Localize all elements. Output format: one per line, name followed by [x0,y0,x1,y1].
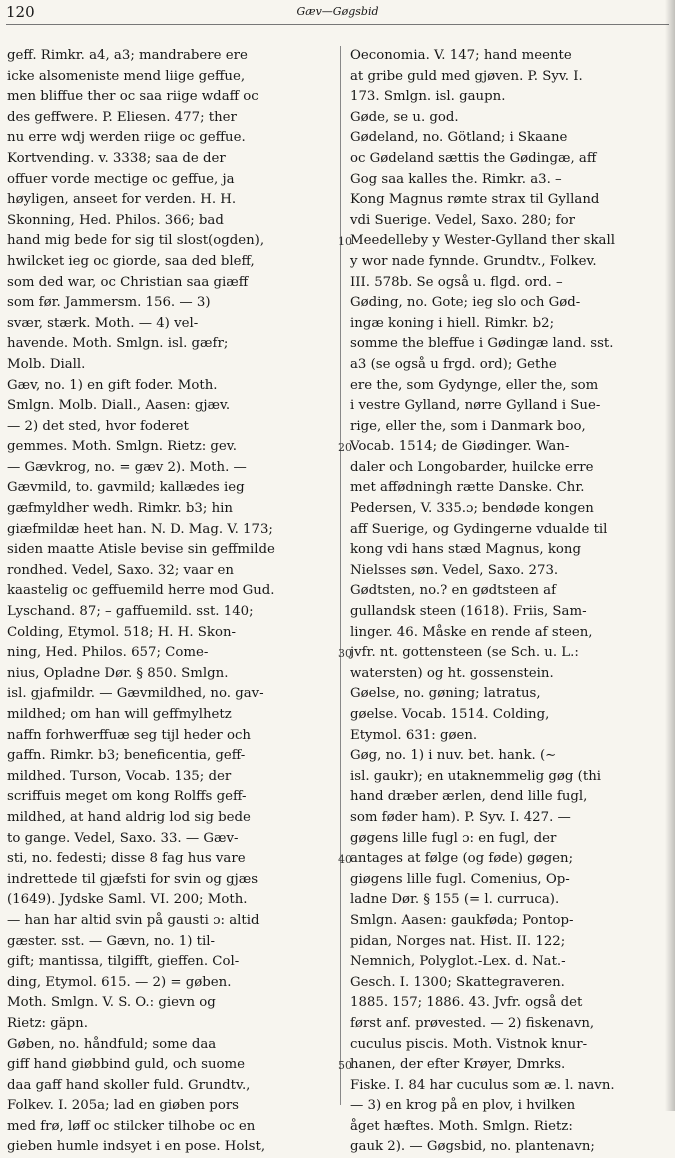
text-line: geff. Rimkr. a4, a3; mandrabere ere [7,48,248,63]
text-line: Kong Magnus rømte strax til Gylland [350,192,600,208]
column-divider [340,46,341,1105]
text-line: scriffuis meget om kong Rolffs geff- [7,789,247,805]
text-line: Gæv, no. 1) en gift foder. Moth. [7,377,218,393]
line-number: 30 [338,647,352,661]
text-line: hand mig bede for sig til slost(ogden), [7,233,265,249]
text-line: oc Gødeland sættis the Gødingæ, aff [350,150,597,166]
text-line: gauk 2). — Gøgsbid, no. plantenavn; [350,1139,595,1155]
line-number: 10 [338,235,352,249]
text-line: linger. 46. Måske en rende af steen, [350,624,593,640]
text-line: mildhed. Turson, Vocab. 135; der [7,768,232,784]
text-line: daler och Longobarder, huilcke erre [350,459,594,475]
text-line: isl. gaukr); en utaknemmelig gøg (thi [350,768,602,784]
text-line: y wor nade fynnde. Grundtv., Folkev. [350,253,597,269]
text-line: høyligen, anseet for verden. H. H. [7,192,237,208]
text-line: åget hæftes. Moth. Smlgn. Rietz: [350,1118,573,1134]
text-line: som føder ham). P. Syv. I. 427. — [350,809,571,825]
text-line: somme the bleffue i Gødingæ land. sst. [350,336,614,352]
text-line: Gødtsten, no.? en gødtsteen af [350,583,557,599]
text-line: Nielsses søn. Vedel, Saxo. 273. [350,562,559,578]
text-line: jvfr. nt. gottensteen (se Sch. u. L.: [350,645,579,661]
text-line: ladne Dør. § 155 (= l. curruca). [350,892,560,908]
text-line: ere the, som Gydynge, eller the, som [350,377,599,393]
text-line: watersten) og ht. gossenstein. [350,665,554,681]
text-line: som ded war, oc Christian saa giæff [7,274,249,290]
text-line: 173. Smlgn. isl. gaupn. [350,89,506,105]
text-line: Smlgn. Aasen: gaukføda; Pontop- [350,912,574,928]
running-header [6,2,669,25]
text-line: at gribe guld med gjøven. P. Syv. I. [350,68,583,84]
text-line: (1649). Jydske Saml. VI. 200; Moth. [7,892,248,908]
text-line: icke alsomeniste mend liige geffue, [7,68,246,84]
text-line: i vestre Gylland, nørre Gylland i Sue- [350,398,601,414]
text-line: gemmes. Moth. Smlgn. Rietz: gev. [7,439,237,455]
text-line: Colding, Etymol. 518; H. H. Skon- [7,624,237,640]
text-line: ning, Hed. Philos. 657; Come- [7,645,209,661]
text-line: antages at følge (og føde) gøgen; [350,851,574,867]
text-line: Gog saa kalles the. Rimkr. a3. – [350,171,562,187]
text-line: Gøding, no. Gote; ieg slo och Gød- [350,295,581,311]
text-line: giæfmildæ heet han. N. D. Mag. V. 173; [7,521,273,537]
text-line: Oeconomia. V. 147; hand meente [350,48,572,63]
text-line: daa gaff hand skoller fuld. Grundtv., [7,1077,251,1093]
text-line: III. 578b. Se også u. flgd. ord. – [350,274,563,290]
text-line: Gøelse, no. gøning; latratus, [350,686,541,702]
text-line: Vocab. 1514; de Giødinger. Wan- [350,439,570,455]
text-line: Pedersen, V. 335.ɔ; bendøde kongen [350,501,594,517]
text-line: svær, stærk. Moth. — 4) vel- [7,315,199,331]
text-line: rige, eller the, som i Danmark boo, [350,418,586,434]
text-line: vdi Suerige. Vedel, Saxo. 280; for [350,212,575,228]
text-line: met affødningh rætte Danske. Chr. [350,480,585,496]
text-line: Nemnich, Polyglot.-Lex. d. Nat.- [350,954,566,970]
text-line: rondhed. Vedel, Saxo. 32; vaar en [7,562,234,578]
text-line: pidan, Norges nat. Hist. II. 122; [350,933,566,949]
text-line: først anf. prøvested. — 2) fiskenavn, [350,1015,595,1031]
text-line: nius, Opladne Dør. § 850. Smlgn. [7,665,229,681]
text-line: Etymol. 631: gøen. [350,727,478,743]
text-line: — 3) en krog på en plov, i hvilken [350,1098,576,1114]
line-number: 20 [338,441,352,455]
text-line: Gesch. I. 1300; Skattegraveren. [350,974,565,990]
text-line: Folkev. I. 205a; lad en giøben pors [7,1098,240,1114]
right-column [350,46,664,1155]
text-line: a3 (se også u frgd. ord); Gethe [350,356,557,372]
text-line: Meedelleby y Wester-Gylland ther skall [350,233,615,249]
line-number: 50 [338,1059,352,1073]
text-line: kong vdi hans stæd Magnus, kong [350,542,581,558]
text-line: kaastelig oc geffuemild herre mod Gud. [7,583,275,599]
text-line: naffn forhwerffuæ seg tijl heder och [7,727,251,743]
text-line: hwilcket ieg oc giorde, saa ded bleff, [7,253,255,269]
text-line: gøelse. Vocab. 1514. Colding, [350,707,550,722]
text-line: siden maatte Atisle bevise sin geffmilde [7,542,275,558]
text-line: Moth. Smlgn. V. S. O.: gievn og [7,995,216,1011]
text-line: mildhed; om han will geffmylhetz [7,707,232,722]
text-line: Skonning, Hed. Philos. 366; bad [7,212,224,228]
text-line: Lyschand. 87; – gaffuemild. sst. 140; [7,604,254,620]
text-line: des geffwere. P. Eliesen. 477; ther [7,109,237,125]
text-line: gift; mantissa, tilgifft, gieffen. Col- [7,954,240,970]
text-line: gøgens lille fugl ɔ: en fugl, der [350,830,557,846]
text-line: Gævmild, to. gavmild; kallædes ieg [7,480,245,496]
line-number: 40 [338,853,352,867]
text-line: med frø, løff oc stilcker tilhobe oc en [7,1118,256,1134]
text-line: — han har altid svin på gausti ɔ: altid [7,912,260,928]
text-line: hanen, der efter Krøyer, Dmrks. [350,1057,566,1073]
text-line: gæfmyldher wedh. Rimkr. b3; hin [7,501,233,517]
text-line: giøgens lille fugl. Comenius, Op- [350,871,570,887]
text-line: Gøg, no. 1) i nuv. bet. hank. (∼ [350,748,557,764]
text-line: gieben humle indsyet i en pose. Holst, [7,1139,266,1155]
text-line: hand dræber ærlen, dend lille fugl, [350,789,588,805]
header-title: Gæv—Gøgsbid [296,5,379,18]
text-line: — 2) det sted, hvor foderet [7,418,189,434]
text-line: Smlgn. Molb. Diall., Aasen: gjæv. [7,398,231,414]
scan-shadow [665,0,675,1111]
text-line: to gange. Vedel, Saxo. 33. — Gæv- [7,830,239,846]
text-line: gullandsk steen (1618). Friis, Sam- [350,604,587,620]
text-line: nu erre wdj werden riige oc geffue. [7,130,246,146]
text-line: Fiske. I. 84 har cuculus som æ. l. navn. [350,1077,615,1093]
text-line: Gødeland, no. Götland; i Skaane [350,130,568,146]
text-line: men bliffue ther oc saa riige wdaff oc [7,89,259,105]
text-line: Rietz: gäpn. [7,1015,88,1031]
text-line: som før. Jammersm. 156. — 3) [7,295,211,311]
text-line: ding, Etymol. 615. — 2) = gøben. [7,974,232,990]
text-line: indrettede til gjæfsti for svin og gjæs [7,871,259,887]
left-column [7,46,331,1155]
text-line: isl. gjafmildr. — Gævmildhed, no. gav- [7,686,264,702]
text-line: Gøben, no. håndfuld; some daa [7,1036,217,1052]
text-line: gaffn. Rimkr. b3; beneficentia, geff- [7,748,246,764]
text-line: Molb. Diall. [7,356,86,372]
text-line: offuer vorde mectige oc geffue, ja [7,171,235,187]
text-line: — Gævkrog, no. = gæv 2). Moth. — [7,459,247,475]
text-line: 1885. 157; 1886. 43. Jvfr. også det [350,995,583,1011]
text-line: cuculus piscis. Moth. Vistnok knur- [350,1036,588,1052]
text-line: ingæ koning i hiell. Rimkr. b2; [350,315,555,331]
text-line: giff hand giøbbind guld, och suome [7,1057,245,1073]
text-line: havende. Moth. Smlgn. isl. gæfr; [7,336,229,352]
text-line: mildhed, at hand aldrig lod sig bede [7,809,251,825]
page-number: 120 [6,3,35,21]
text-line: sti, no. fedesti; disse 8 fag hus vare [7,851,246,867]
text-line: aff Suerige, og Gydingerne vdualde til [350,521,608,537]
text-line: Kortvending. v. 3338; saa de der [7,150,226,166]
text-line: gæster. sst. — Gævn, no. 1) til- [7,933,216,949]
text-line: Gøde, se u. god. [350,109,459,125]
